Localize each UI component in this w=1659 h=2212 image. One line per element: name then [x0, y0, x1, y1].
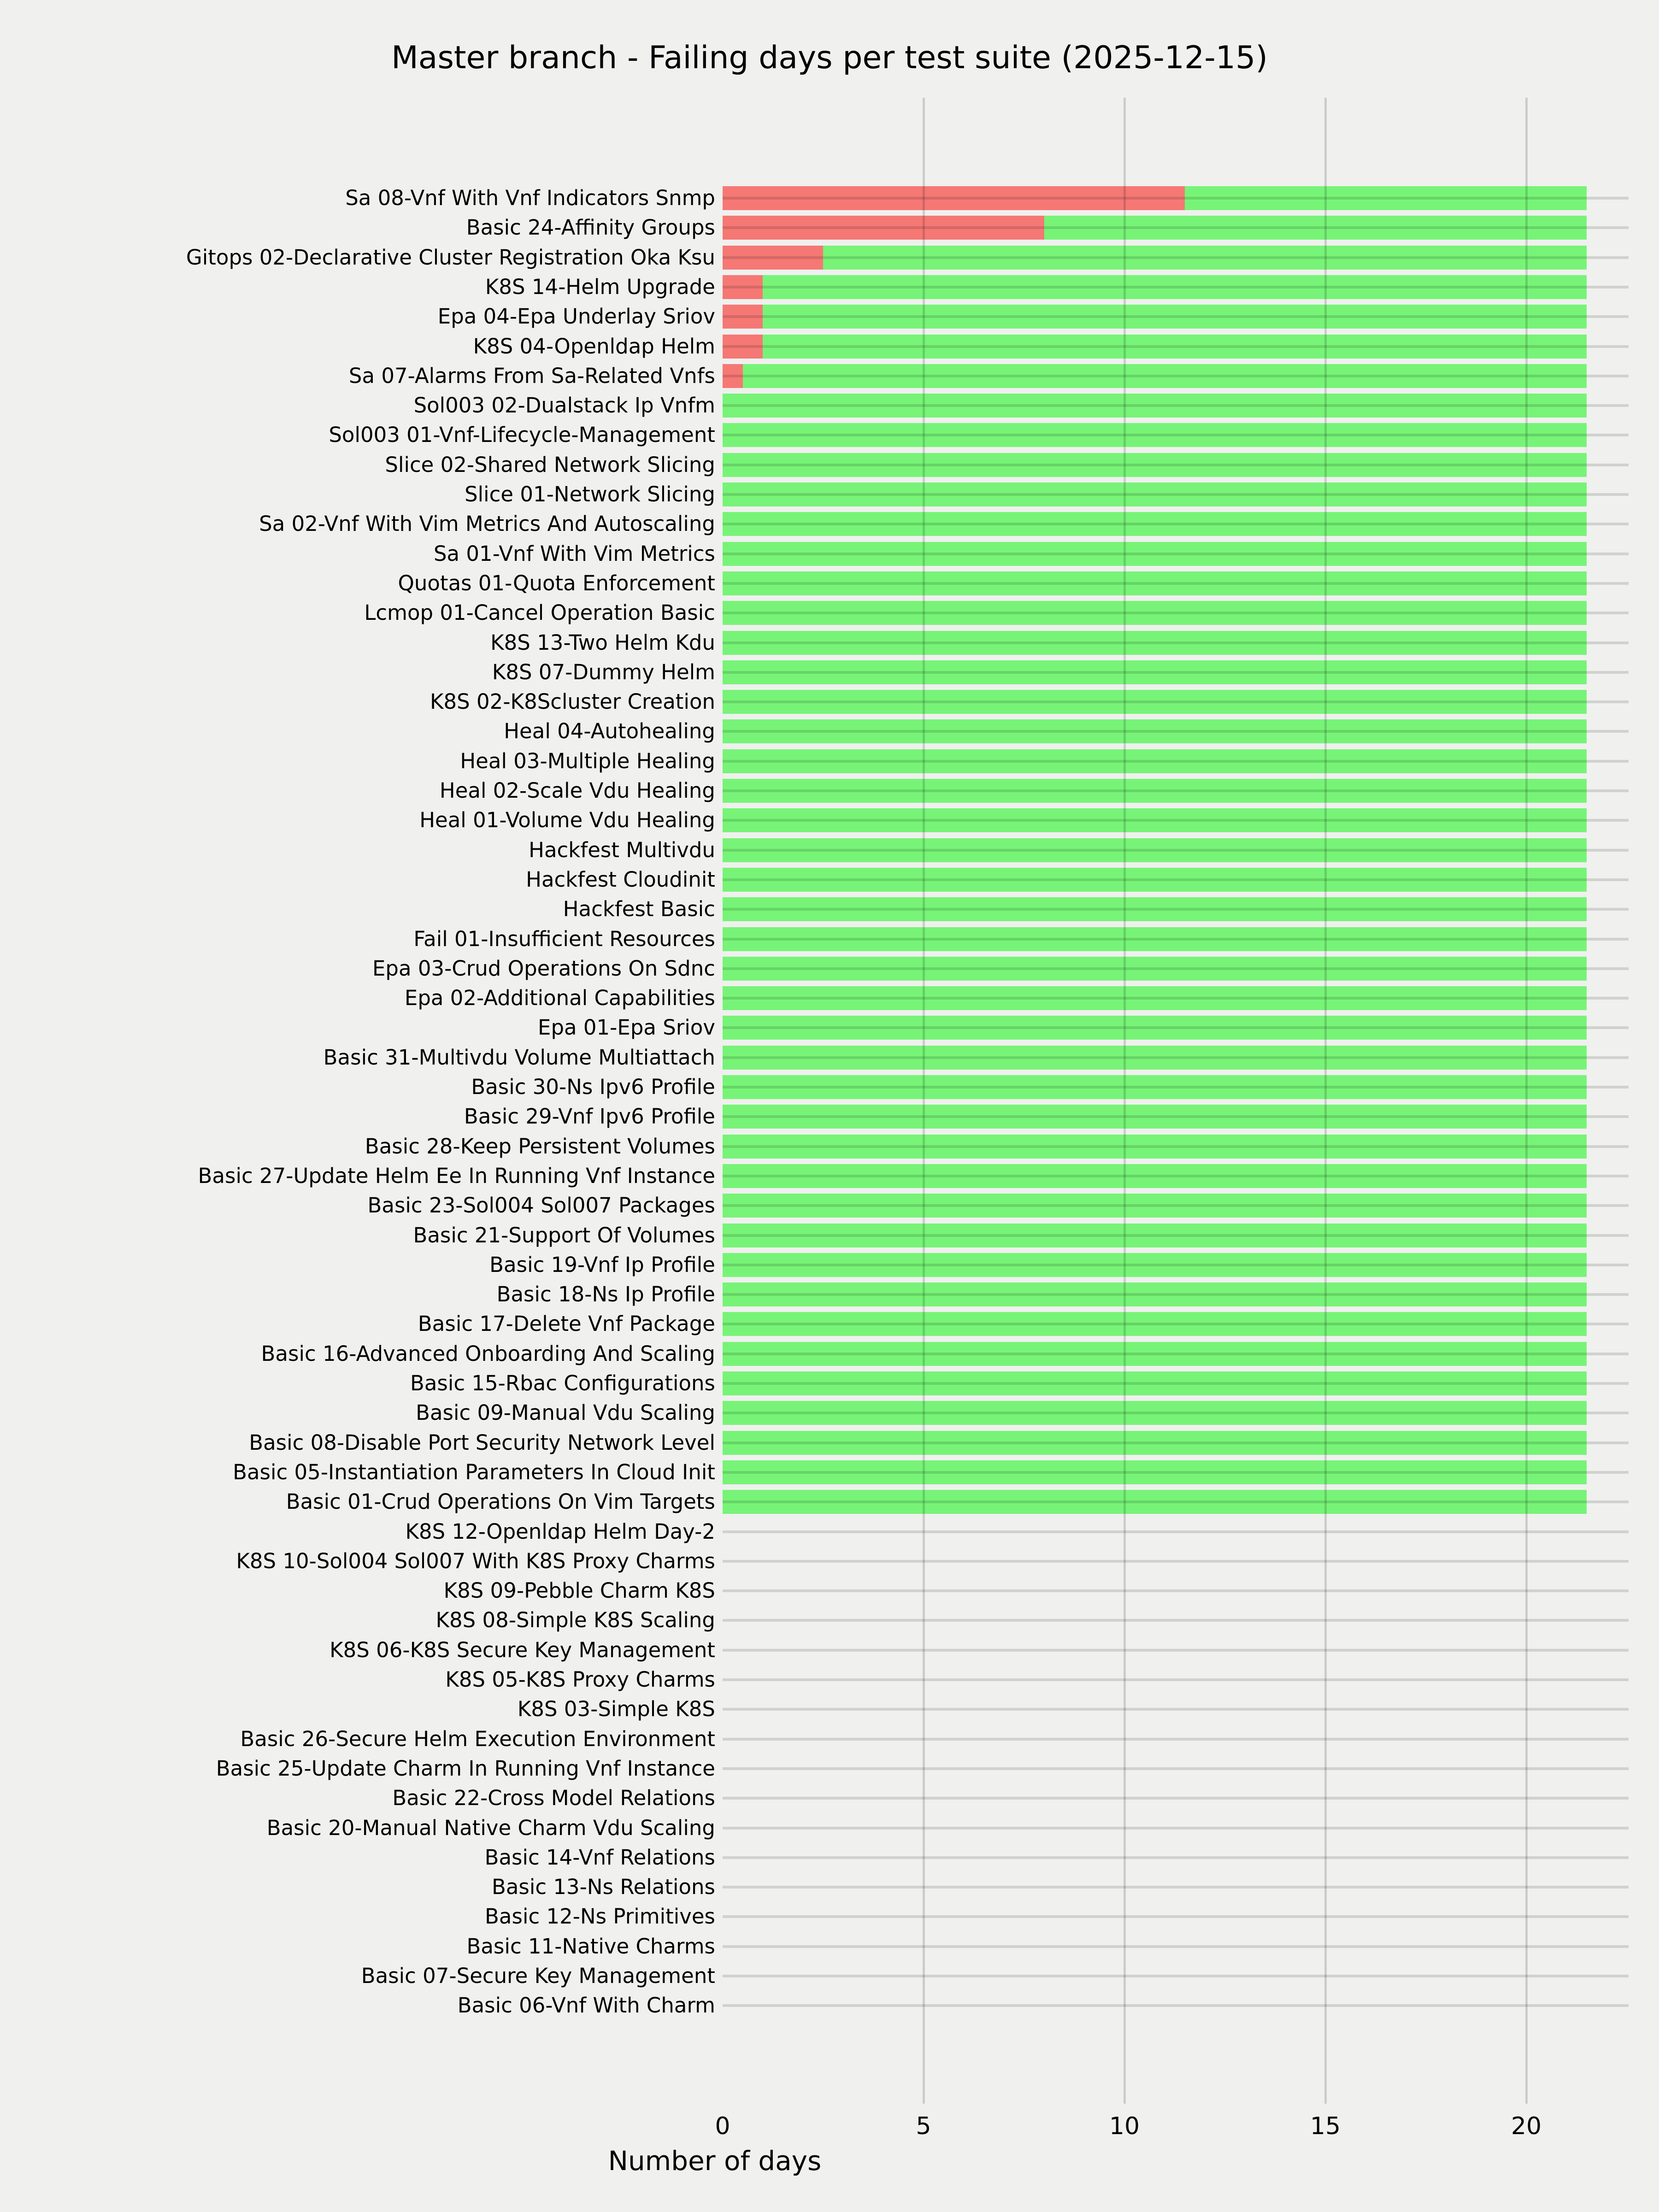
y-axis-label: Sa 01-Vnf With Vim Metrics: [433, 541, 715, 566]
y-axis-label: Basic 26-Secure Helm Execution Environment: [240, 1726, 715, 1751]
y-axis-label: K8S 14-Helm Upgrade: [485, 274, 715, 299]
horizontal-gridline: [723, 1708, 1629, 1711]
horizontal-gridline: [723, 1412, 1629, 1414]
y-axis-label: Basic 09-Manual Vdu Scaling: [416, 1400, 715, 1425]
horizontal-gridline: [723, 1264, 1629, 1266]
y-axis-label: Lcmop 01-Cancel Operation Basic: [364, 600, 715, 625]
y-axis-label: Basic 08-Disable Port Security Network Level: [249, 1430, 715, 1455]
horizontal-gridline: [723, 1738, 1629, 1741]
y-axis-label: K8S 09-Pebble Charm K8S: [443, 1578, 715, 1603]
y-axis-label: Basic 06-Vnf With Charm: [457, 1993, 715, 2018]
y-axis-label: Basic 13-Ns Relations: [491, 1875, 715, 1900]
y-axis-label: K8S 12-Openldap Helm Day-2: [405, 1519, 715, 1544]
y-axis-label: Basic 16-Advanced Onboarding And Scaling: [261, 1341, 715, 1366]
vertical-gridline: [1124, 98, 1126, 2104]
horizontal-gridline: [723, 226, 1629, 229]
horizontal-gridline: [723, 1204, 1629, 1207]
horizontal-gridline: [723, 1175, 1629, 1177]
y-axis-label: Basic 14-Vnf Relations: [484, 1845, 715, 1870]
vertical-gridline: [1324, 98, 1327, 2104]
horizontal-gridline: [723, 1530, 1629, 1533]
y-axis-label: Hackfest Cloudinit: [526, 867, 715, 892]
y-axis-label: Basic 17-Delete Vnf Package: [418, 1312, 715, 1336]
horizontal-gridline: [723, 404, 1629, 407]
horizontal-gridline: [723, 256, 1629, 259]
y-axis-label: K8S 04-Openldap Helm: [473, 334, 715, 359]
horizontal-gridline: [723, 938, 1629, 941]
horizontal-gridline: [723, 1500, 1629, 1503]
y-axis-label: Basic 28-Keep Persistent Volumes: [365, 1134, 715, 1159]
x-tick-label: 10: [1109, 2112, 1140, 2140]
y-axis-label: Basic 27-Update Helm Ee In Running Vnf Instance: [198, 1163, 715, 1188]
horizontal-gridline: [723, 1560, 1629, 1563]
y-axis-label: Heal 04-Autohealing: [504, 719, 715, 744]
horizontal-gridline: [723, 1234, 1629, 1237]
vertical-gridline: [1525, 98, 1528, 2104]
horizontal-gridline: [723, 908, 1629, 911]
horizontal-gridline: [723, 641, 1629, 644]
horizontal-gridline: [723, 1056, 1629, 1059]
horizontal-gridline: [723, 1382, 1629, 1385]
y-axis-label: Epa 01-Epa Sriov: [538, 1015, 715, 1040]
y-axis-label: Basic 29-Vnf Ipv6 Profile: [464, 1104, 715, 1129]
y-axis-label: Heal 03-Multiple Healing: [460, 748, 715, 773]
y-axis-label: Basic 30-Ns Ipv6 Profile: [471, 1075, 715, 1099]
horizontal-gridline: [723, 1797, 1629, 1800]
y-axis-label: K8S 07-Dummy Helm: [492, 659, 715, 684]
y-axis-label: Hackfest Basic: [563, 897, 715, 922]
y-axis-label: Fail 01-Insufficient Resources: [413, 926, 715, 951]
horizontal-gridline: [723, 1975, 1629, 1977]
horizontal-gridline: [723, 1945, 1629, 1948]
y-axis-label: Basic 20-Manual Native Charm Vdu Scaling: [266, 1815, 715, 1840]
y-axis-label: Basic 25-Update Charm In Running Vnf Instance: [216, 1756, 715, 1781]
horizontal-gridline: [723, 1026, 1629, 1029]
y-axis-label: Basic 07-Secure Key Management: [361, 1964, 715, 1988]
horizontal-gridline: [723, 1767, 1629, 1770]
horizontal-gridline: [723, 997, 1629, 1000]
y-axis-label: Basic 19-Vnf Ip Profile: [489, 1252, 715, 1277]
y-axis-label: K8S 08-Simple K8S Scaling: [435, 1608, 715, 1633]
horizontal-gridline: [723, 730, 1629, 733]
horizontal-gridline: [723, 789, 1629, 792]
horizontal-gridline: [723, 315, 1629, 318]
horizontal-gridline: [723, 1886, 1629, 1888]
vertical-gridline: [923, 98, 925, 2104]
horizontal-gridline: [723, 582, 1629, 585]
horizontal-gridline: [723, 967, 1629, 970]
horizontal-gridline: [723, 760, 1629, 763]
y-axis-label: Basic 11-Native Charms: [466, 1934, 715, 1959]
y-axis-label: Epa 04-Epa Underlay Sriov: [437, 304, 715, 329]
horizontal-gridline: [723, 286, 1629, 288]
chart-title: Master branch - Failing days per test suite (2025-12-15): [391, 40, 1268, 76]
horizontal-gridline: [723, 1678, 1629, 1681]
horizontal-gridline: [723, 553, 1629, 555]
horizontal-gridline: [723, 1649, 1629, 1652]
y-axis-label: Sa 07-Alarms From Sa-Related Vnfs: [348, 363, 715, 388]
horizontal-gridline: [723, 1827, 1629, 1830]
horizontal-gridline: [723, 700, 1629, 703]
horizontal-gridline: [723, 1293, 1629, 1296]
y-axis-label: K8S 05-K8S Proxy Charms: [445, 1667, 715, 1692]
y-axis-label: Hackfest Multivdu: [529, 837, 715, 862]
y-axis-label: Sa 08-Vnf With Vnf Indicators Snmp: [345, 186, 715, 210]
x-tick-label: 0: [715, 2112, 730, 2140]
horizontal-gridline: [723, 1856, 1629, 1859]
horizontal-gridline: [723, 1915, 1629, 1918]
y-axis-label: Basic 22-Cross Model Relations: [392, 1786, 715, 1811]
x-tick-label: 20: [1511, 2112, 1542, 2140]
x-axis-title: Number of days: [608, 2145, 822, 2177]
horizontal-gridline: [723, 819, 1629, 822]
horizontal-gridline: [723, 849, 1629, 852]
y-axis-label: Epa 03-Crud Operations On Sdnc: [372, 956, 715, 981]
horizontal-gridline: [723, 1619, 1629, 1622]
y-axis-label: K8S 03-Simple K8S: [517, 1697, 715, 1722]
y-axis-label: K8S 10-Sol004 Sol007 With K8S Proxy Charms: [236, 1548, 715, 1573]
y-axis-label: Epa 02-Additional Capabilities: [404, 986, 715, 1011]
y-axis-label: Basic 01-Crud Operations On Vim Targets: [286, 1489, 715, 1514]
horizontal-gridline: [723, 197, 1629, 200]
horizontal-gridline: [723, 464, 1629, 466]
y-axis-label: Gitops 02-Declarative Cluster Registration Oka Ksu: [186, 245, 715, 270]
horizontal-gridline: [723, 1353, 1629, 1355]
y-axis-label: K8S 13-Two Helm Kdu: [490, 630, 715, 655]
horizontal-gridline: [723, 2004, 1629, 2007]
horizontal-gridline: [723, 1115, 1629, 1118]
horizontal-gridline: [723, 1145, 1629, 1148]
horizontal-gridline: [723, 345, 1629, 348]
y-axis-label: Basic 31-Multivdu Volume Multiattach: [323, 1045, 715, 1070]
horizontal-gridline: [723, 1589, 1629, 1592]
y-axis-label: Sol003 02-Dualstack Ip Vnfm: [413, 393, 715, 418]
horizontal-gridline: [723, 612, 1629, 614]
x-tick-label: 15: [1310, 2112, 1341, 2140]
y-axis-label: Basic 12-Ns Primitives: [485, 1904, 715, 1929]
horizontal-gridline: [723, 1323, 1629, 1325]
y-axis-label: Basic 21-Support Of Volumes: [413, 1223, 715, 1247]
y-axis-label: Basic 05-Instantiation Parameters In Cloud Init: [233, 1459, 715, 1484]
y-axis-label: K8S 02-K8Scluster Creation: [430, 689, 715, 714]
horizontal-gridline: [723, 878, 1629, 881]
y-axis-label: Sol003 01-Vnf-Lifecycle-Management: [329, 423, 715, 447]
y-axis-label: Basic 23-Sol004 Sol007 Packages: [367, 1193, 715, 1218]
y-axis-label: Basic 18-Ns Ip Profile: [496, 1282, 715, 1307]
horizontal-gridline: [723, 493, 1629, 496]
horizontal-gridline: [723, 434, 1629, 436]
y-axis-label: Heal 01-Volume Vdu Healing: [419, 808, 715, 833]
y-axis-label: Basic 24-Affinity Groups: [466, 215, 715, 240]
y-axis-label: Sa 02-Vnf With Vim Metrics And Autoscaling: [259, 512, 715, 536]
y-axis-label: Slice 02-Shared Network Slicing: [385, 452, 715, 477]
horizontal-gridline: [723, 375, 1629, 377]
horizontal-gridline: [723, 1471, 1629, 1474]
y-axis-label: Heal 02-Scale Vdu Healing: [439, 778, 715, 803]
horizontal-gridline: [723, 671, 1629, 674]
x-tick-label: 5: [916, 2112, 931, 2140]
horizontal-gridline: [723, 523, 1629, 525]
horizontal-gridline: [723, 1441, 1629, 1444]
y-axis-label: K8S 06-K8S Secure Key Management: [329, 1637, 715, 1662]
y-axis-label: Slice 01-Network Slicing: [465, 482, 715, 506]
y-axis-label: Basic 15-Rbac Configurations: [410, 1371, 715, 1395]
horizontal-gridline: [723, 1086, 1629, 1088]
y-axis-label: Quotas 01-Quota Enforcement: [398, 571, 715, 595]
